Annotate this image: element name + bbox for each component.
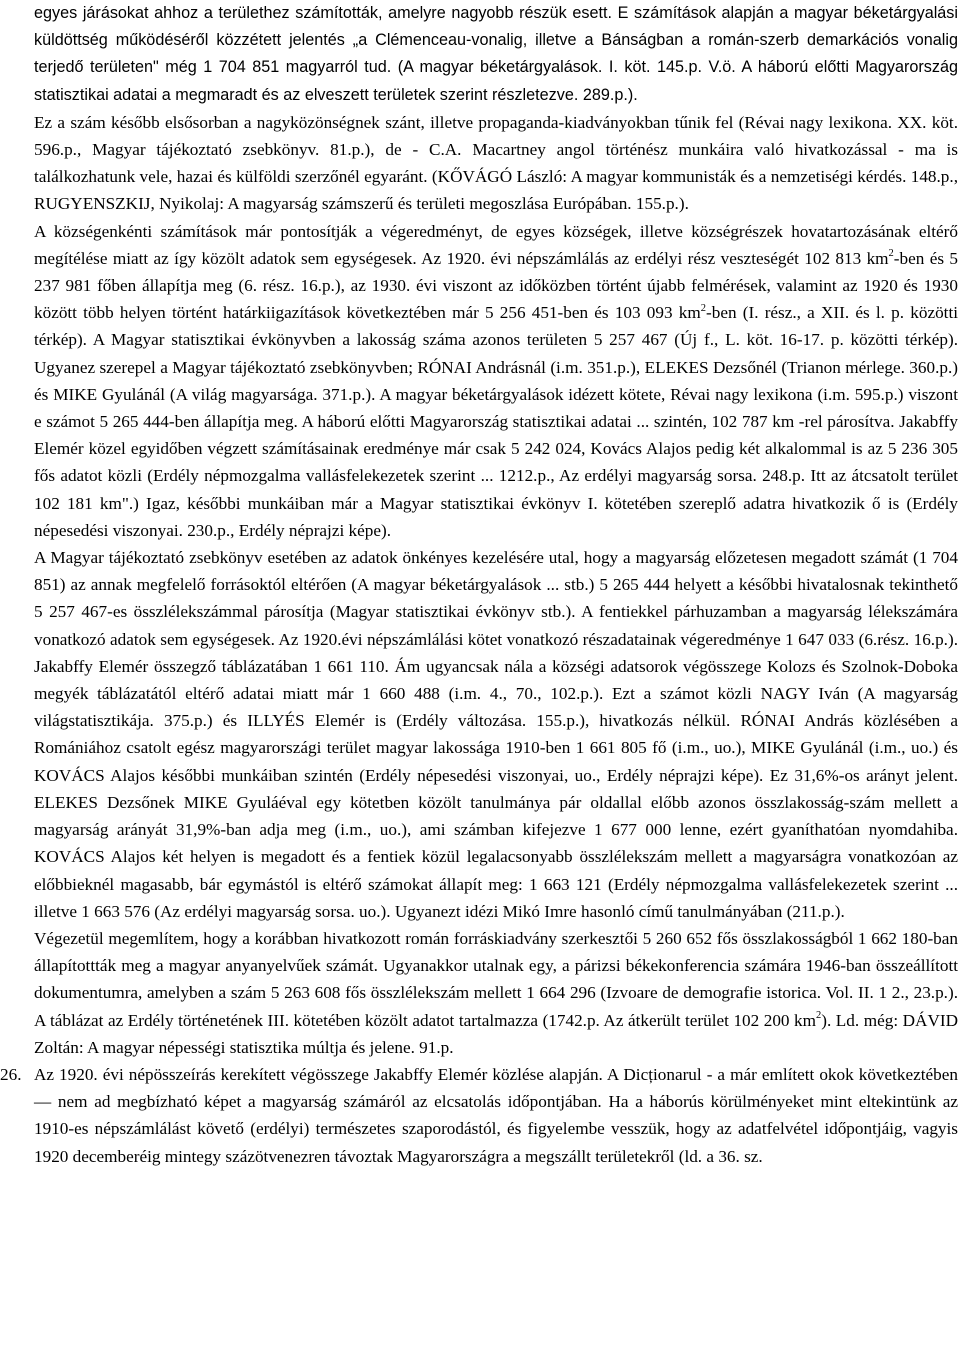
- text-segment: A Magyar tájékoztató zsebkönyv esetében az adatok önkényes kezelésére utal, hogy a magyarság előzetesen megadott számát (1 704 851) az annak megfelelő forrásoktól eltérően (A magyar béketárgyalások ... stb.) 5 265 444 helyett a későbbi hivatalosnak tekinthető 5 257 467-es összlélekszámmal párosítja (Magyar statisztikai évkönyv stb.). A fentiekkel párhuzamban a magyarság lélekszámára vonatkozó adatok sem egységesek. Az 1920.évi népszámlálási kötet vonatkozó részadatainak végeredménye 1 647 033 (6.rész. 16.p.). Jakabffy Elemér összegző táblázatában 1 661 110. Ám ugyancsak nála a községi adatsorok végösszege Kolozs és Szolnok-Doboka megyék táblázatától eltérő adatai miatt már 1 660 488 (i.m. 4., 70., 102.p.). Ezt a számot közli NAGY Iván (A magyarság világstatisztikája. 375.p.) és ILLYÉS Elemér is (Erdély változása. 155.p.), hivatkozás nélkül. RÓNAI András közlésében a Romániához csatolt egész magyarországi terület magyar lakossága 1910-ben 1 661 805 fő (i.m., uo.), MIKE Gyulánál (i.m., uo.) és KOVÁCS Alajos későbbi munkáiban szintén (Erdély népesedési viszonyai, uo., Erdély néprajzi képe). Ez 31,6%-os arányt jelent. ELEKES Dezsőnek MIKE Gyuláéval egy kötetben közölt tanulmánya pár oldallal előbb azonos összlakosság-szám mellett a magyarság arányát 31,9%-ban adja meg (i.m., uo.), ami számban kifejezve 1 677 000 lenne, ezért gyaníthatóan nyomdahiba. KOVÁCS Alajos két helyen is megadott és a fentiek közül legalacsonyabb összlélekszám mellett a magyarságra vonatkozóan az előbbieknél magasabb, bár egymástól is eltérő számokat állapít meg: 1 663 121 (Erdély népmozgalma vallásfelekezetek szerint ... illetve 1 663 576 (Az erdélyi magyarság sorsa. uo.). Ugyanezt idézi Mikó Imre hasonló című tanulmányában (211.p.).: [34, 548, 958, 921]
- text-paragraph: [34, 0, 958, 109]
- text-segment: egyes járásokat ahhoz a területhez számították, amelyre nagyobb részük esett. E számítások alapján a magyar béketárgyalási küldöttség működéséről közzétett jelentés „a Clémenceau-vonalig, illetve a Bánságban a román-szerb demarkációs vonalig terjedő területen" még 1 704 851 magyarról tud. (A magyar béketárgyalások. I. köt. 145.p. V.ö. A háború előtti Magyarország statisztikai adatai a megmaradt és az elveszett területek szerint részletezve. 289.p.).: [34, 4, 958, 104]
- text-segment: Az 1920. évi népösszeírás kerekített végösszege Jakabffy Elemér közlése alapján. A Dicționarul - a már említett okok következtében — nem ad megbízható képet a magyarság számáról az elcsatolás időpontjában. Ha a háborús körülményeket mint eltekintünk az 1910-es népszámlálást követő (erdélyi) természetes szaporodástól, és figyelembe vesszük, hogy az adatfelvétel időpontjáig, vagyis 1920 decemberéig mintegy százötvenezren távoztak Magyarországra a megszállt területekről (ld. a 36. sz.: [34, 1064, 958, 1166]
- text-segment: ). Ld. még: DÁVID Zoltán: A magyar népességi statisztika múltja és jelene. 91.p.: [34, 1010, 958, 1057]
- footnote-number: 26.: [0, 1064, 22, 1084]
- text-segment: A községenkénti számítások már pontosítják a végeredményt, de egyes községek, illetve községrészek hovatartozásának eltérő megítélése miatt az így közölt adatok sem egységesek. Az 1920. évi népszámlálás az erdélyi rész veszteségét 102 813 km: [34, 221, 958, 268]
- text-segment: -ben (I. rész., a XII. és l. p. közötti térkép). A Magyar statisztikai évkönyvben a lakosság száma azonos területen 5 257 467 (Új f., L. köt. 16-17. p. közötti térkép). Ugyanez szerepel a Magyar tájékoztató zsebkönyvben; RÓNAI Andrásnál (i.m. 351.p.), ELEKES Dezsőnél (Trianon mérlege. 360.p.) és MIKE Gyulánál (A világ magyarsága. 371.p.). A magyar béketárgyalások idézett kötete, Révai nagy lexikona (i.m. 595.p.) viszont e számot 5 265 444-ben állapítja meg. A háború előtti Magyarország statisztikai adatai ... szintén, 102 787 km -rel párosítva. Jakabffy Elemér közel egyidőben végzett számításainak eredménye már csak 5 242 024, Kovács Alajos pedig két alkalommal is az 5 236 305 fős adatot közli (Erdély népmozgalma vallásfelekezetek szerint ... 1212.p., Az erdélyi magyarság sorsa. 248.p. Itt az átcsatolt terület 102 181 km".) Igaz, későbbi munkáiban már a Magyar statisztikai évkönyv I. kötetében szereplő adatra hivatkozik ő is (Erdély népesedési viszonyai. 230.p., Erdély néprajzi képe).: [34, 303, 958, 540]
- text-segment: Ez a szám később elsősorban a nagyközönségnek szánt, illetve propaganda-kiadványokban tűnik fel (Révai nagy lexikona. XX. köt. 596.p., Magyar tájékoztató zsebkönyv. 81.p.), de - C.A. Macartney angol történész munkáira való hivatkozással - ma is találkozhatunk vele, hazai és külföldi szerzőnél egyaránt. (KŐVÁGÓ László: A magyar kommunisták és a nemzetiségi kérdés. 148.p., RUGYENSZKIJ, Nyikolaj: A magyarság számszerű és területi megoszlása Európában. 155.p.).: [34, 112, 958, 214]
- text-paragraph: [34, 109, 958, 218]
- text-paragraph: [34, 218, 958, 544]
- text-paragraph: [34, 544, 958, 925]
- text-segment: Végezetül megemlítem, hogy a korábban hivatkozott román forráskiadvány szerkesztői 5 260 652 fős összlakosságból 1 662 180-ban állapítottták meg a magyar anyanyelvűek számát. Ugyanakkor utalnak egy, a párizsi békekonferencia számára 1946-ban összeállított dokumentumra, amelyben a szám 5 263 608 fős összlélekszám mellett 1 664 296 (Izvoare de demografie istorica. Vol. II. 1 2., 23.p.). A táblázat az Erdély történetének III. kötetében közölt adatot tartalmazza (1742.p. Az átkerült terület 102 200 km: [34, 928, 958, 1030]
- superscript: 2: [888, 248, 894, 260]
- superscript: 2: [816, 1009, 822, 1021]
- superscript: 2: [700, 302, 707, 314]
- text-segment: -ben és 5 237 981 főben állapítja meg (6. rész. 16.p.), az 1930. évi viszont az időközben történt újabb felmérések, valamint az 1920 és 1930 között több helyen történt határkiigazítások következtében már 5 256 451-ben és 103 093 km: [34, 248, 958, 323]
- text-paragraph: [34, 925, 958, 1061]
- footnote-paragraph: [0, 1061, 958, 1170]
